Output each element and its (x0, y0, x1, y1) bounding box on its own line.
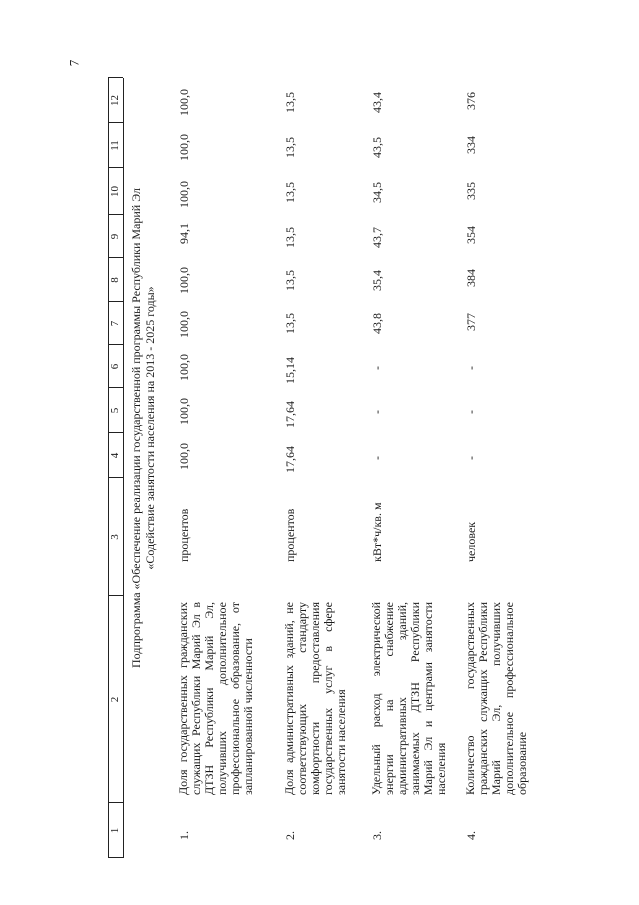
table-header-border (123, 78, 124, 858)
header-col-2: 2 (109, 696, 121, 703)
value-cell: - (370, 456, 384, 460)
value-cell: 13,5 (283, 270, 297, 291)
value-cell: - (464, 410, 478, 414)
value-cell: 376 (464, 92, 478, 110)
row-number: 2. (283, 831, 297, 840)
value-cell: 43,8 (370, 313, 384, 334)
indicator-table (108, 78, 628, 858)
value-cell: 100,0 (177, 354, 191, 381)
value-cell: - (370, 366, 384, 370)
header-col-7: 7 (109, 320, 121, 327)
header-col-6: 6 (109, 363, 121, 370)
value-cell: 13,5 (283, 227, 297, 248)
value-cell: 43,4 (370, 92, 384, 113)
header-col-3: 3 (109, 534, 121, 540)
value-cell: 13,5 (283, 313, 297, 334)
value-cell: 100,0 (177, 443, 191, 470)
value-cell: 100,0 (177, 134, 191, 161)
unit-cell: процентов (283, 508, 297, 562)
header-col-11: 11 (109, 140, 121, 151)
value-cell: 100,0 (177, 311, 191, 338)
value-cell: 354 (464, 226, 478, 244)
value-cell: 43,7 (370, 227, 384, 248)
value-cell: 13,5 (283, 92, 297, 113)
value-cell: 15,14 (283, 357, 297, 384)
header-col-9: 9 (109, 233, 121, 240)
value-cell: - (464, 456, 478, 460)
header-col-10: 10 (109, 186, 121, 197)
value-cell: 17,64 (283, 446, 297, 473)
value-cell: 34,5 (370, 182, 384, 203)
value-cell: 100,0 (177, 398, 191, 425)
subprogram-title-line1: Подпрограмма «Обеспечение реализации государственной программы Республики Марий Эл (129, 188, 143, 668)
value-cell: - (370, 410, 384, 414)
header-col-8: 8 (109, 277, 121, 283)
unit-cell: процентов (177, 508, 191, 562)
value-cell: - (464, 366, 478, 370)
header-col-4: 4 (109, 452, 121, 459)
indicator-name: Доля административных зданий, не соответствующих стандарту комфортности предоставления государственных услуг в сфере занятости населения (282, 602, 348, 795)
subprogram-title-line2: «Содействие занятости населения на 2013 - 2025 годы» (143, 286, 157, 570)
value-cell: 13,5 (283, 137, 297, 158)
value-cell: 100,0 (177, 181, 191, 208)
value-cell: 384 (464, 269, 478, 287)
value-cell: 17,64 (283, 401, 297, 428)
indicator-name: Удельный расход электрической энергии на снабжение административных зданий, занимаемых ДТЗН Республики Марий Эл и центрами занятости населения (369, 602, 448, 795)
header-col-1: 1 (109, 827, 121, 834)
unit-cell: кВт*ч/кв. м (370, 502, 384, 562)
page-number: 7 (66, 59, 82, 67)
value-cell: 94,1 (177, 223, 191, 244)
value-cell: 13,5 (283, 182, 297, 203)
row-number: 1. (177, 831, 191, 840)
value-cell: 100,0 (177, 89, 191, 116)
row-number: 3. (370, 831, 384, 840)
header-col-12: 12 (109, 95, 121, 106)
indicator-name: Количество государственных гражданских служащих Республики Марий Эл, получивших дополнительное профессиональное образование (463, 602, 529, 795)
unit-cell: человек (464, 521, 478, 562)
row-number: 4. (464, 831, 478, 840)
value-cell: 43,5 (370, 137, 384, 158)
value-cell: 100,0 (177, 267, 191, 294)
value-cell: 335 (464, 182, 478, 200)
value-cell: 35,4 (370, 270, 384, 291)
indicator-name: Доля государственных гражданских служащих Республики Марий Эл в ДТЗН Республики Марий Эл, получивших дополнительное профессиональное образование, от запланированной численности (176, 602, 255, 795)
value-cell: 334 (464, 136, 478, 154)
header-col-5: 5 (109, 407, 121, 414)
value-cell: 377 (464, 313, 478, 331)
